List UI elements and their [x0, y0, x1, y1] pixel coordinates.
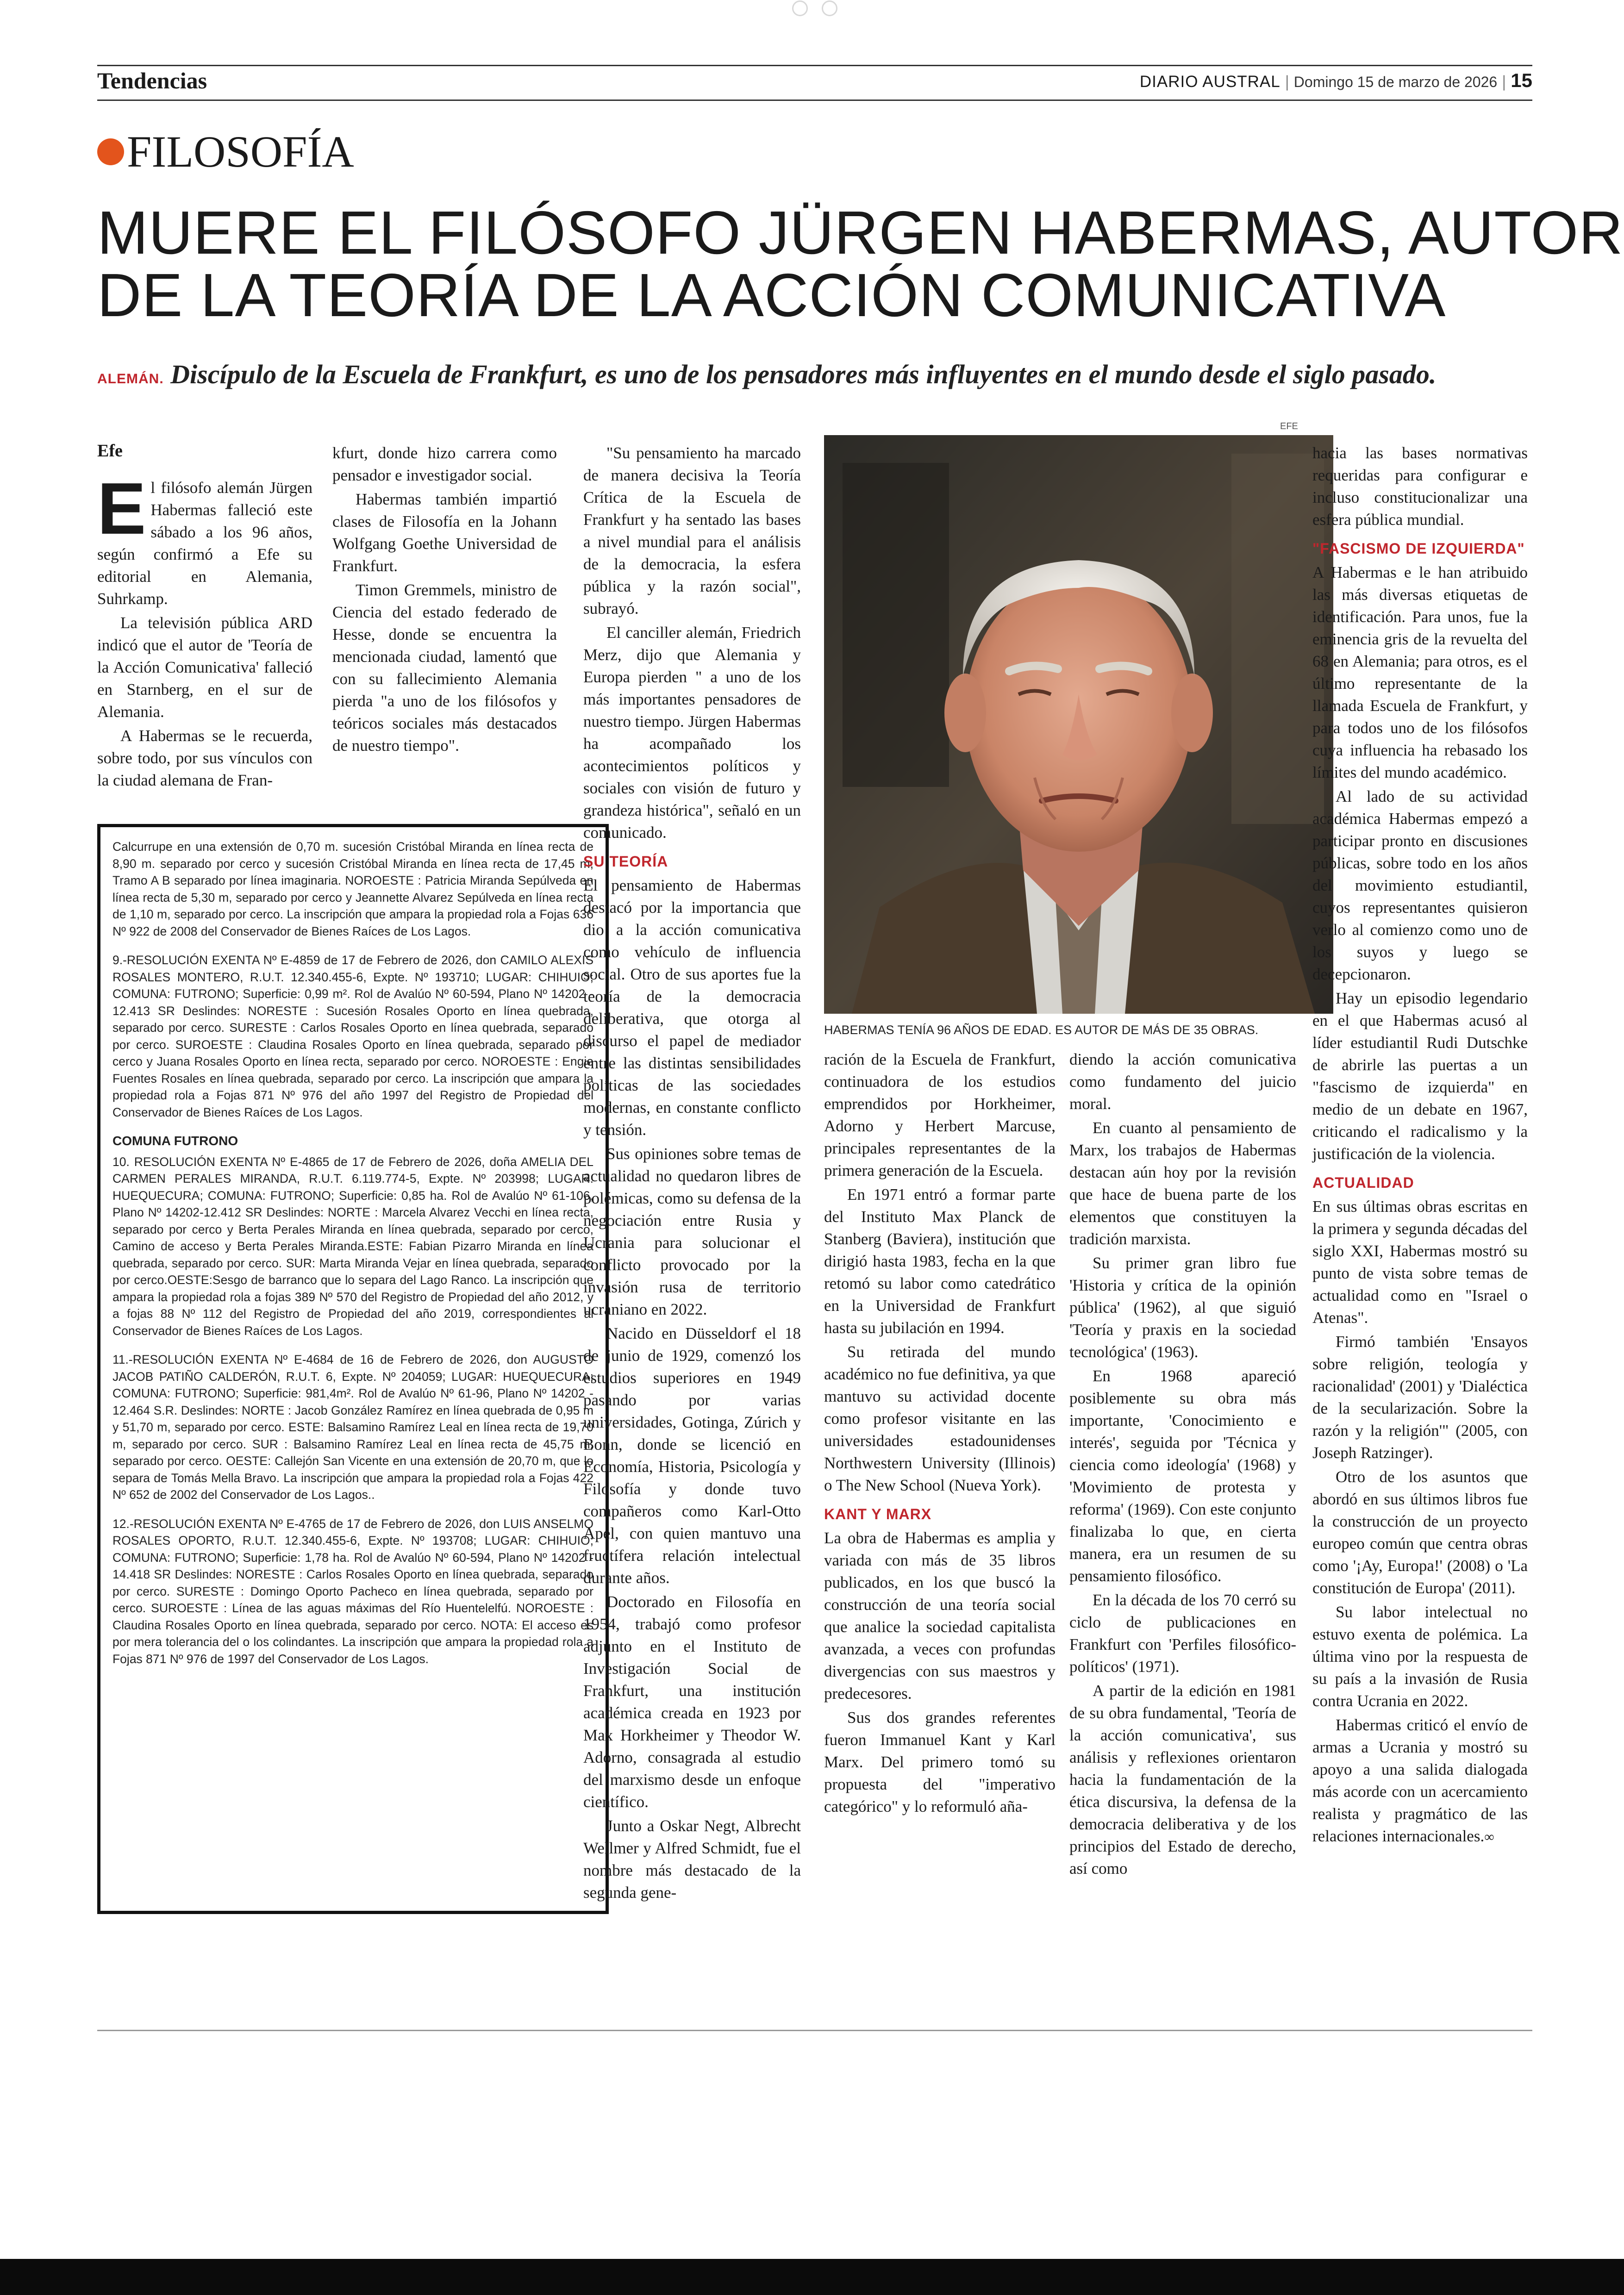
bottom-rule — [97, 2030, 1532, 2031]
paragraph: La televisión pública ARD indicó que el autor de 'Teoría de la Acción Comunicativa' falleció en Starnberg, en el sur de Alemania. — [97, 614, 312, 721]
article-column-6 — [1312, 442, 1528, 1848]
drop-cap: E — [97, 468, 146, 549]
paragraph: Al lado de su actividad académica Habermas empezó a participar pronto en discusiones públicas, sobre todo en los años del movimiento estudiantil, cuyos representantes quisieron verlo al comienzo como uno de los suyos y luego se decepcionaron. — [1312, 787, 1528, 983]
paragraph: Doctorado en Filosofía en 1954, trabajó como profesor adjunto en el Instituto de Investigación Social de Frankfurt, una institución académica creada en 1923 por Max Horkheimer y Theodor W. Adorno, consagrada al estudio del marxismo desde un enfoque científico. — [583, 1593, 801, 1811]
subheading: SU TEORÍA — [583, 853, 668, 870]
paragraph: Su primer gran libro fue 'Historia y crítica de la opinión pública' (1962), al que siguió 'Teoría y praxis en la sociedad tecnológica' (1963). — [1069, 1254, 1296, 1361]
kicker-text: FILOSOFÍA — [127, 127, 354, 176]
paragraph — [1312, 1714, 1528, 1848]
notice-text: 10. RESOLUCIÓN EXENTA Nº E-4865 de 17 de Febrero de 2026, doña AMELIA DEL CARMEN PERALES MIRANDA, R.U.T. 6.119.774-5, Expte. Nº 203998; LUGAR: HUEQUECURA; COMUNA: FUTRONO; Superficie: 0,85 ha. Rol de Avalúo Nº 61-106, Plano Nº 14202-12.412 SR Deslindes: NORTE : Marcela Alvarez Vecchi en línea recta, separado por cerco y Berta Perales Miranda en línea quebrada, separado por cerco, Camino de acceso y Berta Perales Miranda.ESTE: Fabian Pizarro Miranda en línea quebrada, separado por cerco. SUR: Marta Miranda Vejar en línea quebrada, separado por cerco.OESTE:Sesgo de barranco que lo separa del Lago Ranco. La inscripción que ampara la propiedad rola a fojas 389 Nº 570 del Registro de Propiedad del año 2012, y a fojas 88 Nº 112 del Registro de Propiedad del año 2019, correspondientes al Conservador de Bienes Raíces de Los Lagos. — [112, 1154, 593, 1338]
article-column-3 — [583, 442, 801, 1904]
paragraph: Sus dos grandes referentes fueron Immanuel Kant y Karl Marx. Del primero tomó su propuesta del "imperativo categórico" y lo reformuló aña- — [824, 1709, 1056, 1815]
headline-line: DE LA TEORÍA DE LA ACCIÓN COMUNICATIVA — [97, 261, 1446, 329]
divider: | — [1502, 73, 1506, 91]
paragraph: Su labor intelectual no estuvo exenta de polémica. La última vino por la respuesta de su país a la invasión de Rusia contra Ucrania en 2022. — [1312, 1603, 1528, 1710]
paragraph: En 1968 apareció posiblemente su obra más importante, 'Conocimiento e interés', seguida por 'Técnica y ciencia como ideología' (1968) y 'Movimiento de protesta y reforma' (1969). Con este conjunto finalizaba lo que, en cierta manera, era un resumen de su pensamiento filosófico. — [1069, 1367, 1296, 1585]
end-mark-icon: ∞ — [1484, 1829, 1494, 1845]
headline-line: MUERE EL FILÓSOFO JÜRGEN HABERMAS, AUTOR — [97, 199, 1624, 267]
photo-credit: EFE — [1280, 421, 1298, 431]
headline — [97, 199, 1624, 329]
paragraph: hacia las bases normativas requeridas para configurar e incluso constitucionalizar una esfera pública mundial. — [1312, 444, 1528, 529]
paragraph: En sus últimas obras escritas en la primera y segunda décadas del siglo XXI, Habermas mostró su punto de vista sobre temas de actualidad como en "Israel o Atenas". — [1312, 1197, 1528, 1327]
notice-text: 11.-RESOLUCIÓN EXENTA Nº E-4684 de 16 de Febrero de 2026, don AUGUSTO JACOB PATIÑO CALDERÓN, R.U.T. 6, Expte. Nº 204059; LUGAR: HUEQUECURA; COMUNA: FUTRONO; Superficie: 981,4m². Rol de Avalúo Nº 61-96, Plano Nº 14202 - 12.464 S.R. Deslindes: NORTE : Jacob González Ramírez en línea quebrada de 0,95 m y 51,70 m, separado por cerco. ESTE: Balsamino Ramírez Leal en línea recta de 19,70 m, separado por cerco. SUR : Balsamino Ramírez Leal en línea recta de 45,75 m, separado por cerco. OESTE: Callejón San Vicente en una extensión de 20,70 m, que lo separa de Tomás Mella Bravo. La inscripción que ampara la propiedad rola a Fojas 422 Nº 652 de 2002 del Conservador de Los Lagos.. — [112, 1353, 593, 1502]
subheading: "FASCISMO DE IZQUIERDA" — [1312, 540, 1525, 557]
article-column-4 — [824, 1048, 1056, 1818]
paragraph: Firmó también 'Ensayos sobre religión, teología y racionalidad' (2001) y 'Dialéctica de la secularización. Sobre la razón y la religión'" (2005, con Joseph Ratzinger). — [1312, 1333, 1528, 1462]
top-rule — [97, 65, 1532, 66]
paragraph: "Su pensamiento ha marcado de manera decisiva la Teoría Crítica de la Escuela de Frankfurt y ha sentado las bases a nivel mundial para el análisis de la democracia, la esfera pública y la razón social", subrayó. — [583, 444, 801, 617]
paragraph: Hay un episodio legendario en el que Habermas acusó al líder estudiantil Rudi Dutschke de abrirle las puertas a un "fascismo de izquierda" en medio de un debate en 1967, criticando el radicalismo y la justificación de la violencia. — [1312, 989, 1528, 1163]
kicker — [97, 126, 354, 177]
notice-text: 9.-RESOLUCIÓN EXENTA Nº E-4859 de 17 de Febrero de 2026, don CAMILO ALEXIS ROSALES MONTERO, R.U.T. 12.340.455-6, Expte. Nº 193710; LUGAR: CHIHUIO; COMUNA: FUTRONO; Superficie: 0,99 m². Rol de Avalúo Nº 60-594, Plano Nº 14202 - 12.413 SR Deslindes: NORESTE : Sucesión Rosales Oporto en línea quebrada, separado por cerco. SURESTE : Carlos Rosales Oporto en línea quebrada, separado por cerco. SUROESTE : Claudina Rosales Oporto en línea quebrada, separado por cerco y Juana Rosales Oporto en línea recta, separado por cerco. NOROESTE : Engie Fuentes Rosales en línea quebrada, separado por cerco. La inscripción que ampara la propiedad rola a Fojas 871 Nº 976 del año 1997 del Registro de Propiedad del Conservador de Bienes Raíces de Los Lagos. — [112, 953, 593, 1119]
portrait-illustration — [824, 435, 1333, 1014]
standfirst-text: Discípulo de la Escuela de Frankfurt, es uno de los pensadores más influyentes en el mundo desde el siglo pasado. — [170, 359, 1437, 389]
section-name: Tendencias — [97, 68, 207, 94]
newspaper-page — [56, 19, 1624, 2250]
paragraph: Nacido en Düsseldorf el 18 de junio de 1929, comenzó los estudios superiores en 1949 pasando por varias universidades, Gotinga, Zúrich y Bonn, donde se licenció en Economía, Historia, Psicología y Filosofía y donde tuvo compañeros como Karl-Otto Apel, con quien mantuvo una fructífera relación intelectual durante años. — [583, 1324, 801, 1587]
paragraph: El canciller alemán, Friedrich Merz, dijo que Alemania y Europa pierden " a uno de los más importantes pensadores de nuestro tiempo. Jürgen Habermas ha acompañado los acontecimientos políticos y sociales con visión de futuro y grandeza histórica", señaló en un comunicado. — [583, 624, 801, 842]
paragraph: A Habermas se le recuerda, sobre todo, por sus vínculos con la ciudad alemana de Fran- — [97, 727, 312, 789]
paragraph: Su retirada del mundo académico no fue definitiva, ya que mantuvo su actividad docente como profesor visitante en las universidades estadounidenses Northwestern University (Illinois) o The New School (Nueva York). — [824, 1343, 1056, 1494]
masthead — [1140, 69, 1532, 92]
paragraph: A partir de la edición en 1981 de su obra fundamental, 'Teoría de la acción comunicativa', sus análisis y reflexiones orientaron hacia la fundamentación de la ética discursiva, la defensa de la democracia deliberativa y de los principios del Estado de derecho, así como — [1069, 1682, 1296, 1877]
paragraph: diendo la acción comunicativa como fundamento del juicio moral. — [1069, 1050, 1296, 1113]
paragraph: Sus opiniones sobre temas de actualidad no quedaron libres de polémicas, como su defensa de la negociación entre Rusia y Ucrania para solucionar el conflicto provocado por la invasión rusa de territorio ucraniano en 2022. — [583, 1145, 801, 1318]
paragraph: ración de la Escuela de Frankfurt, continuadora de los estudios emprendidos por Horkheimer, Adorno y Herbert Marcuse, principales representantes de la primera generación de la Escuela. — [824, 1050, 1056, 1179]
page-number: 15 — [1511, 69, 1532, 91]
newspaper-name: DIARIO AUSTRAL — [1139, 73, 1280, 91]
divider: | — [1285, 73, 1289, 91]
subheading: KANT Y MARX — [824, 1506, 932, 1522]
article-column-5 — [1069, 1048, 1296, 1880]
standfirst — [97, 359, 1532, 390]
paragraph: Habermas también impartió clases de Filosofía en la Johann Wolfgang Goethe Universidad de Frankfurt. — [332, 490, 557, 575]
photo-caption: HABERMAS TENÍA 96 AÑOS DE EDAD. ES AUTOR DE MÁS DE 35 OBRAS. — [824, 1023, 1259, 1037]
legal-notices-box — [97, 824, 609, 1914]
notice-text: Calcurrupe en una extensión de 0,70 m. sucesión Cristóbal Miranda en línea recta de 8,90 m. separado por cerco y sucesión Cristóbal Miranda en línea recta de 17,45 m, Tramo A B separado por línea imaginaria. NOROESTE : Patricia Miranda Sepúlveda en línea recta de 5,30 m, separado por cerco y Jeannette Alvarez Sepúlveda en línea recta de 1,10 m, separado por cerco. La inscripción que ampara la propiedad rola a Fojas 636 Nº 922 de 2008 del Conservador de Bienes Raíces de Los Lagos. — [112, 840, 593, 938]
standfirst-tag: ALEMÁN. — [97, 371, 164, 387]
paragraph: kfurt, donde hizo carrera como pensador e investigador social. — [332, 444, 557, 484]
paragraph: l filósofo alemán Jürgen Habermas falleció este sábado a los 96 años, según confirmó a Efe su editorial en Alemania, Suhrkamp. — [97, 479, 312, 608]
kicker-dot-icon — [97, 138, 124, 165]
paragraph: Otro de los asuntos que abordó en sus últimos libros fue la construcción de un proyecto europeo común que centra obras como '¡Ay, Europa!' (2008) o 'La constitución de Europa' (2011). — [1312, 1468, 1528, 1597]
notice-text: 12.-RESOLUCIÓN EXENTA Nº E-4765 de 17 de Febrero de 2026, don LUIS ANSELMO ROSALES OPORTO, R.U.T. 12.340.455-6, Expte. Nº 193708; LUGAR: CHIHUIO; COMUNA: FUTRONO; Superficie: 1,78 ha. Rol de Avalúo Nº 60-594, Plano Nº 14202 - 14.418 SR Deslindes: NORESTE : Carlos Rosales Oporto en línea quebrada, separado por cerco. SURESTE : Domingo Oporto Pacheco en línea quebrada, separado por cerco. SUROESTE : Línea de las aguas máximas del Río Huentelelfú. NOROESTE : Claudina Rosales Oporto en línea quebrada, separado por cerco. NOTA: El acceso es por mera tolerancia del o los colindantes. La inscripción que ampara la propiedad rola a Fojas 871 Nº 976 de 1997 del Conservador de Los Lagos. — [112, 1516, 593, 1666]
paragraph: Junto a Oskar Negt, Albrecht Wellmer y Alfred Schmidt, fue el nombre más destacado de la segunda gene- — [583, 1817, 801, 1902]
viewer-page-indicator — [787, 0, 843, 17]
article-column-1 — [97, 440, 312, 792]
page-dot-icon[interactable] — [822, 0, 837, 16]
header-rule — [97, 100, 1532, 101]
article-column-2 — [332, 442, 557, 757]
paragraph: El pensamiento de Habermas destacó por la importancia que dio a la acción comunicativa como vehículo de influencia social. Otro de sus aportes fue la teoría de la democracia deliberativa, que otorga al discurso el papel de mediador entre las distintas sensibilidades políticas de las sociedades modernas, en constante conflicto y tensión. — [583, 876, 801, 1139]
byline: Efe — [97, 441, 123, 461]
paragraph: Timon Gremmels, ministro de Ciencia del estado federado de Hesse, donde se encuentra la mencionada ciudad, lamentó que con su fallecimiento Alemania pierda "a uno de los filósofos y teóricos sociales más destacados de nuestro tiempo". — [332, 581, 557, 755]
paragraph: En la década de los 70 cerró su ciclo de publicaciones en Frankfurt con 'Perfiles filosófico-políticos' (1971). — [1069, 1591, 1296, 1676]
paragraph: La obra de Habermas es amplia y variada con más de 35 libros publicados, en los que buscó la construcción de una teoría social que analice la sociedad capitalista avanzada, a veces con profundas divergencias con sus maestros y predecesores. — [824, 1529, 1056, 1703]
notice-commune: COMUNA FUTRONO — [112, 1134, 238, 1148]
paragraph: En cuanto al pensamiento de Marx, los trabajos de Habermas destacan aún hoy por la revisión que hace de buena parte de los elementos que constituyen la tradición marxista. — [1069, 1119, 1296, 1248]
page-dot-icon[interactable] — [792, 0, 808, 16]
portrait-photo — [824, 435, 1333, 1014]
subheading: ACTUALIDAD — [1312, 1174, 1414, 1191]
issue-date: Domingo 15 de marzo de 2026 — [1293, 74, 1498, 90]
paragraph-text: Habermas criticó el envío de armas a Ucrania y mostró su apoyo a una salida dialogada más acorde con un acercamiento realista y pragmático de las relaciones internacionales. — [1312, 1716, 1528, 1845]
viewer-bottom-bar — [0, 2259, 1624, 2295]
paragraph: En 1971 entró a formar parte del Instituto Max Planck de Stanberg (Baviera), institución que dirigió hasta 1983, fecha en la que retomó su labor como catedrático en la Universidad de Frankfurt hasta su jubilación en 1994. — [824, 1185, 1056, 1337]
paragraph: A Habermas e le han atribuido las más diversas etiquetas de identificación. Para unos, fue la eminencia gris de la revuelta del 68 en Alemania; para otros, es el último representante de la llamada Escuela de Frankfurt, y para todos uno de los filósofos cuya influencia ha rebasado los límites del mundo académico. — [1312, 563, 1528, 781]
